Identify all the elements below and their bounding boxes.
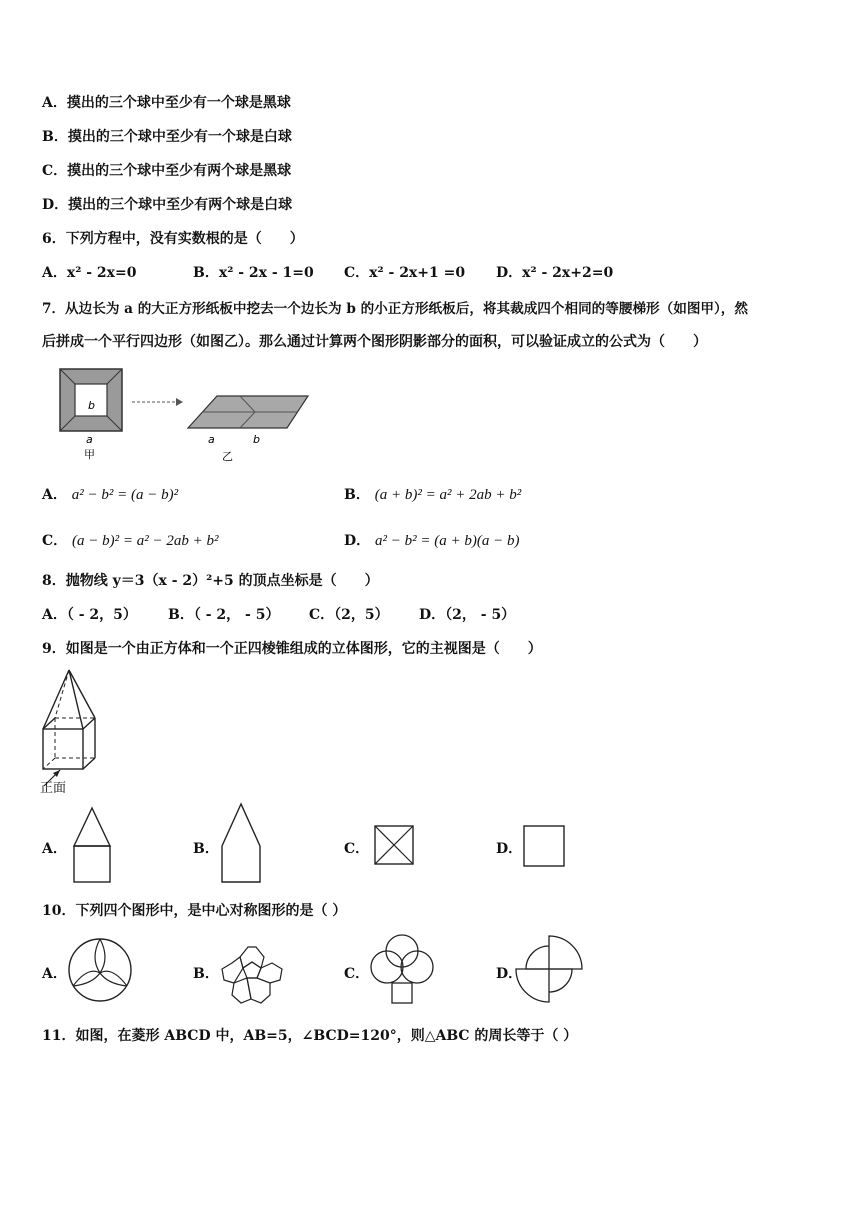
q9-option-c-figure: [373, 822, 417, 868]
q10-option-a-label: A．: [42, 966, 67, 982]
q9-front-label: 正面: [40, 781, 67, 796]
q5-option-d: D．摸出的三个球中至少有两个球是白球: [42, 197, 293, 213]
q9-option-d-figure: [522, 822, 568, 868]
q7-right-a-label: a: [208, 433, 215, 446]
q6-stem: 6．下列方程中，没有实数根的是（ ）: [42, 231, 304, 247]
q8-option-a: A．（ - 2，5）: [42, 607, 137, 623]
q9-option-a-label: A．: [42, 841, 67, 857]
q9-stem: 9．如图是一个由正方体和一个正四棱锥组成的立体图形，它的主视图是（ ）: [42, 641, 542, 657]
q8-option-c: C．（2，5）: [309, 607, 389, 623]
q6-option-b: B．x² - 2x - 1=0: [193, 265, 314, 281]
q5-option-a: A．摸出的三个球中至少有一个球是黑球: [42, 95, 291, 111]
q6-option-c: C．x² - 2x+1 =0: [344, 265, 466, 281]
q6-option-a: A．x² - 2x=0: [42, 265, 137, 281]
q9-option-b-label: B．: [193, 841, 219, 857]
q10-option-d-label: D．: [496, 966, 523, 982]
q7-right-b-label: b: [253, 433, 260, 446]
q8-stem: 8．抛物线 y＝3（x - 2）²+5 的顶点坐标是（ ）: [42, 573, 379, 589]
q6-option-d: D．x² - 2x+2=0: [496, 265, 614, 281]
q10-option-b-label: B．: [193, 966, 219, 982]
q8-option-b: B．（ - 2， - 5）: [168, 607, 280, 623]
q7-option-b: B． (a + b)² = a² + 2ab + b²: [344, 487, 522, 503]
q10-option-c-figure: [368, 932, 436, 1006]
q10-option-c-label: C．: [344, 966, 370, 982]
q9-option-c-label: C．: [344, 841, 370, 857]
q7-stem-line2: 后拼成一个平行四边形（如图乙）。那么通过计算两个图形阴影部分的面积，可以验证成立的公式为（ ）: [42, 334, 707, 350]
q7-option-c: C． (a − b)² = a² − 2ab + b²: [42, 533, 219, 549]
q5-option-c: C．摸出的三个球中至少有两个球是黑球: [42, 163, 292, 179]
q5-option-b: B．摸出的三个球中至少有一个球是白球: [42, 129, 292, 145]
q7-right-caption: 乙: [222, 450, 233, 463]
q8-option-d: D．（2， - 5）: [419, 607, 516, 623]
q7-option-a: A． a² − b² = (a − b)²: [42, 487, 179, 503]
q10-option-a-figure: [66, 936, 134, 1004]
q11-stem: 11．如图，在菱形 ABCD 中，AB=5，∠BCD=120°，则△ABC 的周长等于（ ）: [42, 1028, 578, 1044]
q7-left-side-label: a: [86, 433, 93, 446]
q7-stem-line1: 7．从边长为 a 的大正方形纸板中挖去一个边长为 b 的小正方形纸板后，将其裁成四个相同的等腰梯形（如图甲），然: [42, 301, 748, 317]
q10-stem: 10．下列四个图形中，是中心对称图形的是（ ）: [42, 903, 347, 919]
q9-option-d-label: D．: [496, 841, 523, 857]
q7-inner-label: b: [88, 399, 95, 412]
q10-option-d-figure: [512, 932, 586, 1006]
q10-option-b-figure: [216, 935, 288, 1007]
q7-option-d: D． a² − b² = (a + b)(a − b): [344, 533, 520, 549]
q7-left-caption: 甲: [84, 448, 95, 461]
q7-figure: [50, 362, 320, 467]
q9-option-a-figure: [72, 806, 114, 886]
q9-option-b-figure: [220, 802, 266, 886]
q7-arrow-head: [176, 398, 183, 406]
